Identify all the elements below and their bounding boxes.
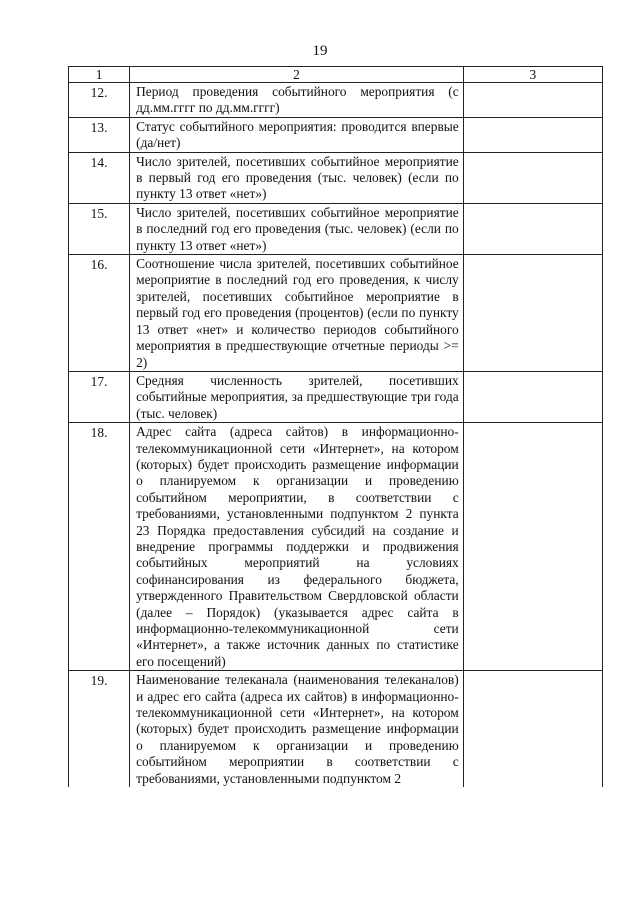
table-row [69, 371, 603, 422]
header-col-3: 3 [463, 67, 602, 83]
row-number: 16. [69, 255, 130, 372]
table-row [69, 671, 603, 787]
row-description: Число зрителей, посетивших событийное мероприятие в первый год его проведения (тыс. человек) (если по пункту 13 ответ «нет») [130, 152, 464, 203]
row-number: 12. [69, 83, 130, 118]
application-form-table [68, 66, 603, 787]
header-col-1: 1 [69, 67, 130, 83]
table-row [69, 423, 603, 671]
header-col-2: 2 [130, 67, 464, 83]
row-description: Средняя численность зрителей, посетивших событийные мероприятия, за предшествующие три года (тыс. человек) [130, 371, 464, 422]
row-description: Статус событийного мероприятия: проводится впервые (да/нет) [130, 117, 464, 152]
row-value-cell[interactable] [463, 423, 602, 671]
table-header-row [69, 67, 603, 83]
row-description: Число зрителей, посетивших событийное мероприятие в последний год его проведения (тыс. человек) (если по пункту 13 ответ «нет») [130, 203, 464, 254]
row-value-cell[interactable] [463, 671, 602, 787]
row-number: 13. [69, 117, 130, 152]
row-number: 14. [69, 152, 130, 203]
row-number: 19. [69, 671, 130, 787]
row-description: Период проведения событийного мероприятия (с дд.мм.гггг по дд.мм.гггг) [130, 83, 464, 118]
table-row [69, 117, 603, 152]
row-description: Адрес сайта (адреса сайтов) в информационно-телекоммуникационной сети «Интернет», на котором (которых) будет происходить размещение информации о планируемом к организации и проведению событийном мероприятии, в соответствии с требованиями, установленными подпунктом 2 пункта 23 Порядка предоставления субсидий на создание и внедрение программы поддержки и продвижения событийных мероприятий на условиях софинансирования из федерального бюджета, утвержденного Правительством Свердловской области (далее – Порядок) (указывается адрес сайта в информационно-телекоммуникационной сети «Интернет», а также источник данных по статистике его посещений) [130, 423, 464, 671]
row-number: 18. [69, 423, 130, 671]
table-row [69, 203, 603, 254]
row-value-cell[interactable] [463, 117, 602, 152]
page-number: 19 [312, 43, 328, 59]
row-value-cell[interactable] [463, 152, 602, 203]
row-number: 15. [69, 203, 130, 254]
table-row [69, 83, 603, 118]
table-row [69, 255, 603, 372]
row-description: Соотношение числа зрителей, посетивших событийное мероприятие в последний год его проведения, к числу зрителей, посетивших событийное мероприятие в первый год его проведения (процентов) (если по пункту 13 ответ «нет» и количество периодов событийного мероприятия в предшествующие отчетные периоды >= 2) [130, 255, 464, 372]
row-number: 17. [69, 371, 130, 422]
row-description: Наименование телеканала (наименования телеканалов) и адрес его сайта (адреса их сайтов) в информационно-телекоммуникационной сети «Интернет», на котором (которых) будет происходить размещение информации о планируемом к организации и проведению событийном мероприятии в соответствии с требованиями, установленными подпунктом 2 [130, 671, 464, 787]
row-value-cell[interactable] [463, 371, 602, 422]
row-value-cell[interactable] [463, 83, 602, 118]
row-value-cell[interactable] [463, 255, 602, 372]
row-value-cell[interactable] [463, 203, 602, 254]
table-row [69, 152, 603, 203]
